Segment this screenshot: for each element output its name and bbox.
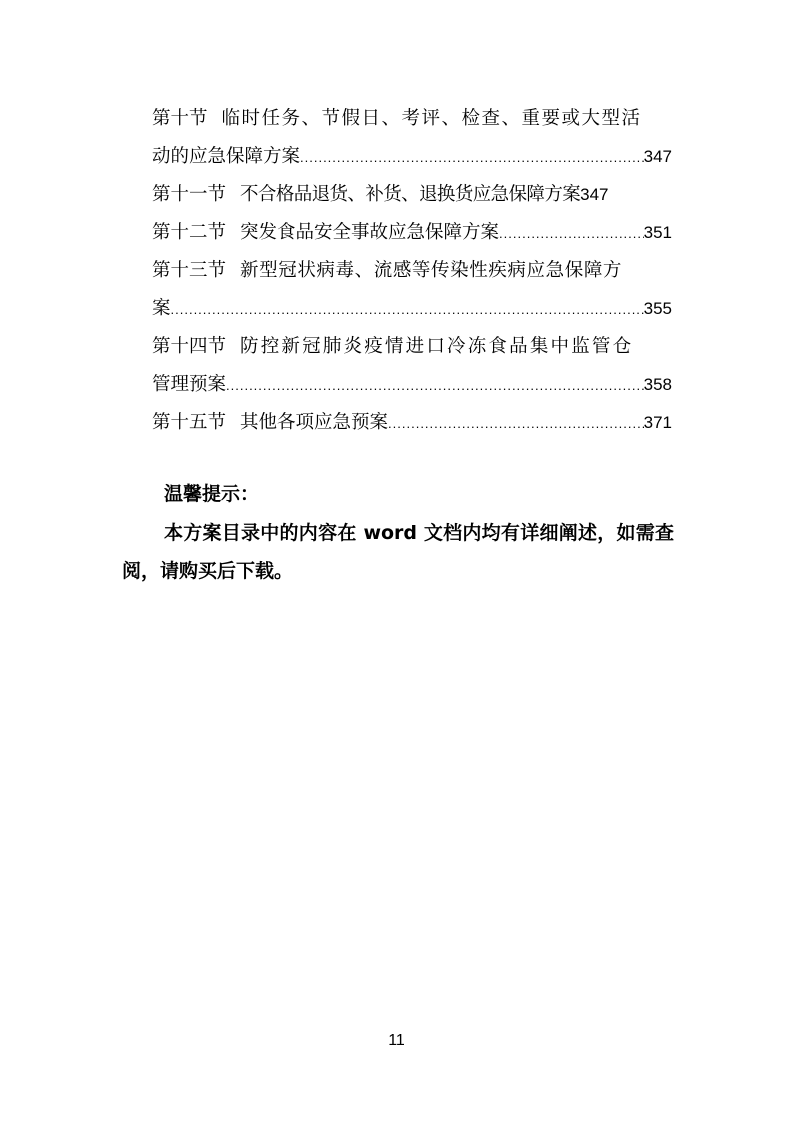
toc-leader-dots <box>499 215 644 253</box>
toc-entry-title: 临时任务、节假日、考评、检查、重要或大型活 <box>221 108 642 129</box>
toc-entry-line <box>152 404 672 442</box>
toc-section-label: 第十二节 <box>152 222 227 243</box>
toc-entry-line <box>152 138 672 176</box>
toc-section-label: 第十节 <box>152 108 208 129</box>
toc-section-label: 第十五节 <box>152 412 227 433</box>
toc-leader-dots <box>300 139 644 177</box>
toc-entry-line <box>152 100 672 138</box>
toc-entry[interactable] <box>152 100 672 176</box>
toc-entry-line <box>152 176 672 214</box>
toc-leader-dots <box>388 405 644 443</box>
toc-entry[interactable] <box>152 404 672 442</box>
toc-leader-dots <box>226 367 644 405</box>
toc-section-label: 第十三节 <box>152 260 227 281</box>
toc-page-number: 347 <box>643 147 672 166</box>
toc-entry-title: 其他各项应急预案 <box>240 412 389 433</box>
toc-page-number: 347 <box>580 185 609 204</box>
toc-entry-title: 新型冠状病毒、流感等传染性疾病应急保障方 <box>240 260 623 281</box>
toc-page-number: 371 <box>643 413 672 432</box>
toc-section-label: 第十四节 <box>152 336 227 357</box>
toc-entry-title: 动的应急保障方案 <box>152 146 301 167</box>
toc-entry-line <box>152 328 672 366</box>
toc-section-label: 第十一节 <box>152 184 227 205</box>
toc-entry-line <box>152 290 672 328</box>
toc-entry-line <box>152 214 672 252</box>
toc-entry[interactable] <box>152 176 672 214</box>
notice-body: 本方案目录中的内容在 word 文档内均有详细阐述，如需查阅，请购买后下载。 <box>122 522 674 582</box>
toc-entry[interactable] <box>152 214 672 252</box>
toc-entry-title: 管理预案 <box>152 374 227 395</box>
notice-block <box>122 474 674 590</box>
notice-title: 温馨提示： <box>164 483 260 505</box>
toc-entry[interactable] <box>152 252 672 328</box>
page-number: 11 <box>388 1032 405 1049</box>
toc-entry-title: 不合格品退货、补货、退换货应急保障方案 <box>240 184 581 205</box>
table-of-contents <box>152 100 672 442</box>
toc-leader-dots <box>171 291 644 329</box>
toc-entry-line <box>152 252 672 290</box>
toc-entry-title: 防控新冠肺炎疫情进口冷冻食品集中监管仓 <box>240 336 634 357</box>
toc-entry-title: 案 <box>152 298 171 319</box>
toc-page-number: 351 <box>643 223 672 242</box>
toc-page-number: 355 <box>643 299 672 318</box>
toc-entry-line <box>152 366 672 404</box>
toc-entry-title: 突发食品安全事故应急保障方案 <box>240 222 500 243</box>
toc-page-number: 358 <box>643 375 672 394</box>
toc-entry[interactable] <box>152 328 672 404</box>
